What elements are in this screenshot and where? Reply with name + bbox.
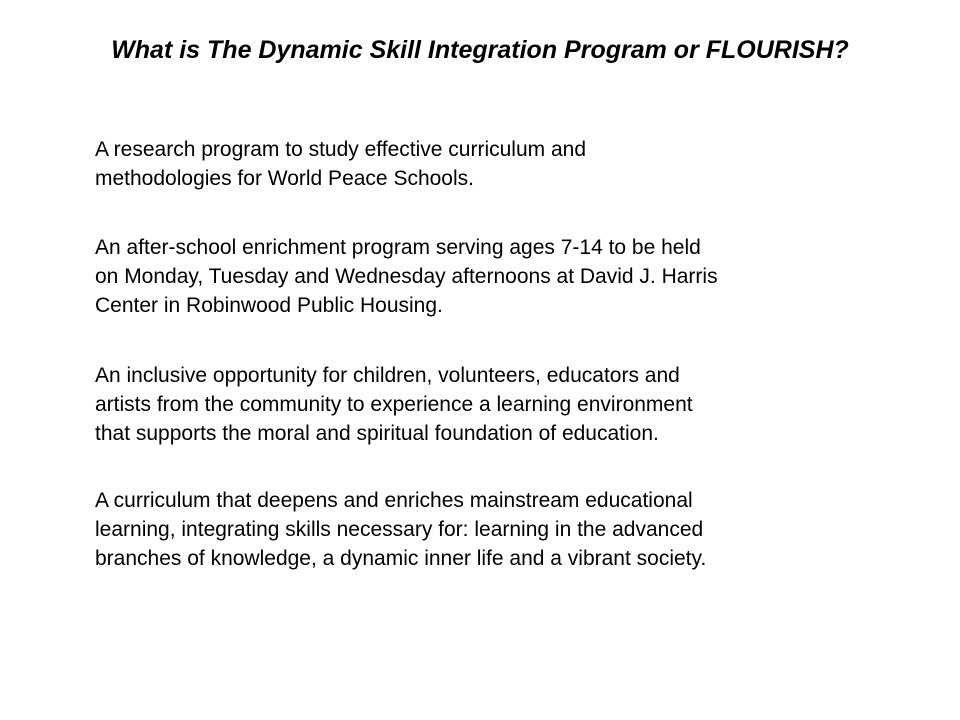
paragraph-line: Center in Robinwood Public Housing.	[95, 294, 443, 317]
paragraph-line: A research program to study effective curriculum and	[95, 138, 587, 161]
paragraph-after-school-program	[95, 233, 895, 320]
paragraph-line: A curriculum that deepens and enriches mainstream educational	[95, 489, 693, 512]
paragraph-line: artists from the community to experience a learning environment	[95, 393, 693, 416]
slide-title: What is The Dynamic Skill Integration Program or FLOURISH?	[111, 36, 849, 64]
paragraph-line: branches of knowledge, a dynamic inner life and a vibrant society.	[95, 547, 707, 570]
paragraph-line: on Monday, Tuesday and Wednesday afternoons at David J. Harris	[95, 265, 718, 288]
paragraph-line: that supports the moral and spiritual foundation of education.	[95, 422, 659, 445]
paragraph-curriculum	[95, 486, 895, 573]
paragraph-line: An after-school enrichment program serving ages 7-14 to be held	[95, 236, 701, 259]
paragraph-line: An inclusive opportunity for children, volunteers, educators and	[95, 364, 680, 387]
paragraph-line: methodologies for World Peace Schools.	[95, 167, 474, 190]
paragraph-research-program	[95, 135, 895, 193]
paragraph-line: learning, integrating skills necessary for: learning in the advanced	[95, 518, 704, 541]
paragraph-inclusive-opportunity	[95, 361, 895, 448]
